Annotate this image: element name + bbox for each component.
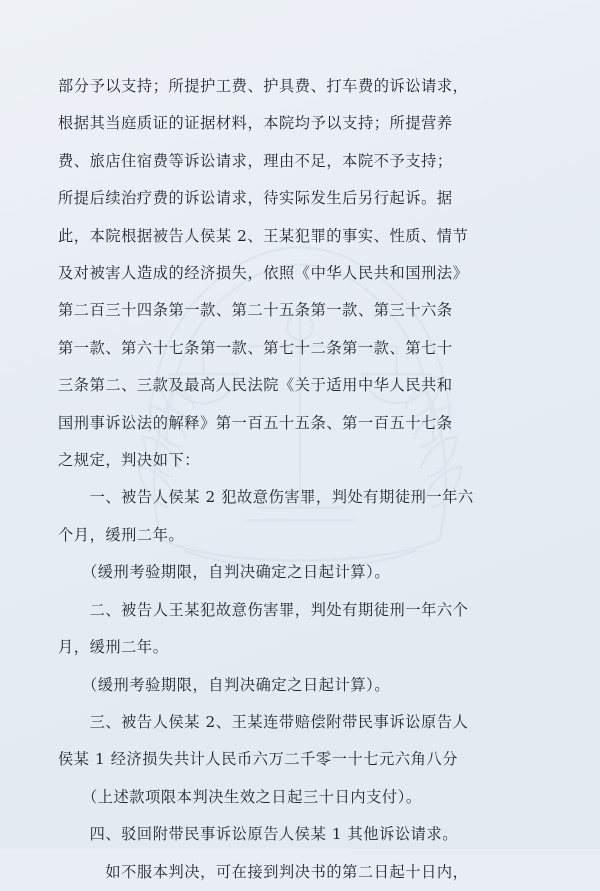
body-line: 之规定，判决如下： [58,451,201,470]
body-line: 国刑事诉讼法的解释》第一百五十五条、第一百五十七条 [58,413,453,432]
body-line: 如不服本判决，可在接到判决书的第二日起十日内， [58,862,469,881]
body-line: 及对被害人造成的经济损失，依照《中华人民共和国刑法》 [58,264,469,283]
body-line: 第二百三十四条第一款、第二十五条第一款、第三十六条 [58,301,453,320]
body-line: 第一款、第六十七条第一款、第七十二条第一款、第七十 [58,338,453,357]
body-line: 根据其当庭质证的证据材料，本院均予以支持；所提营养 [58,114,453,133]
body-line: 部分予以支持；所提护工费、护具费、打车费的诉讼请求， [58,77,469,95]
body-line: 费、旅店住宿费等诉讼请求，理由不足，本院不予支持； [58,151,453,170]
body-line: 侯某 1 经济损失共计人民币六万二千零一十七元六角八分 [58,750,459,769]
body-line: 三条第二、三款及最高人民法院《关于适用中华人民共和 [58,376,453,395]
body-line: 所提后续治疗费的诉讼请求，待实际发生后另行起诉。据 [58,189,453,208]
body-line: 四、驳回附带民事诉讼原告人侯某 1 其他诉讼请求。 [58,825,459,844]
body-line: 个月，缓刑二年。 [58,525,185,544]
body-line: （缓刑考验期限，自判决确定之日起计算）。 [58,675,391,694]
body-line: 三、被告人侯某 2、王某连带赔偿附带民事诉讼原告人 [58,712,469,731]
body-line: （缓刑考验期限，自判决确定之日起计算）。 [58,563,391,582]
body-line: 月，缓刑二年。 [58,638,169,657]
body-line: （上述款项限本判决生效之日起三十日内支付）。 [58,787,422,806]
body-line: 一、被告人侯某 2 犯故意伤害罪，判处有期徒刑一年六 [58,488,474,507]
body-line: 二、被告人王某犯故意伤害罪，判处有期徒刑一年六个 [58,600,469,619]
body-line: 此，本院根据被告人侯某 2、王某犯罪的事实、性质、情节 [58,226,469,245]
